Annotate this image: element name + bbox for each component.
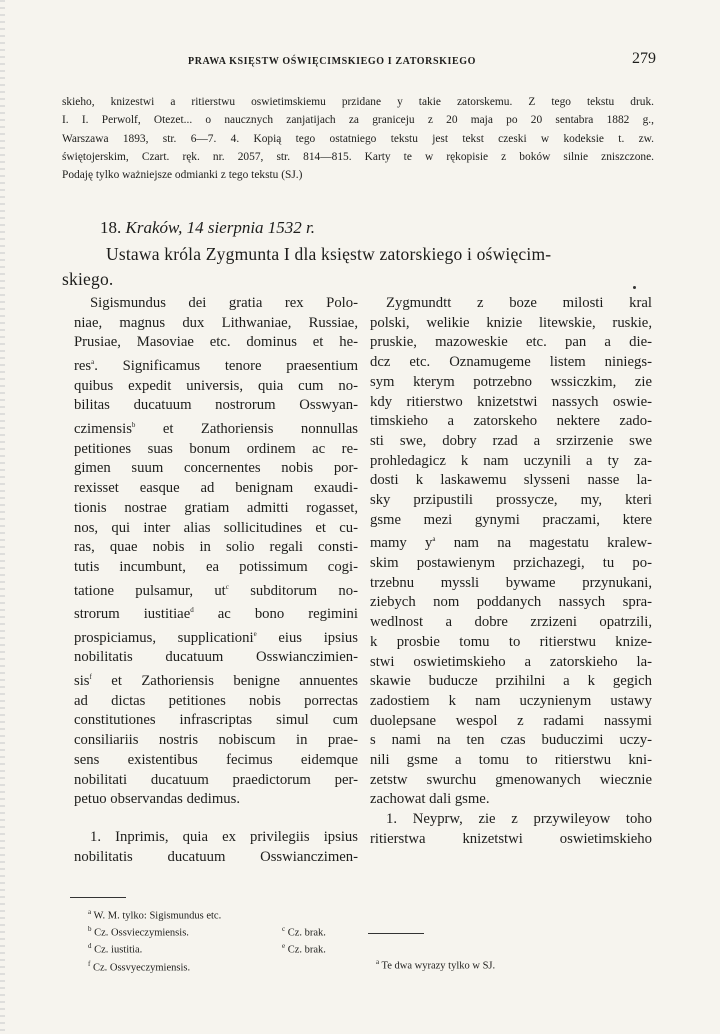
latin-line: consiliariis nostris nobiscum in prae- [74,732,358,749]
latin-line: res$^a$. Significamus tenore praesentium [74,358,358,374]
czech-line: 1. Neyprw, zie z przywileyow toho [386,811,652,828]
czech-line: duolepsane wespol z radami nassymi [370,712,652,729]
title-line: skiego. [62,269,114,289]
footnote-item: $^e$ Cz. brak. [282,942,326,956]
document-date: Kraków, 14 sierpnia 1532 r. [125,218,316,237]
latin-line: gimen suum concernentes nobis por- [74,460,358,477]
ink-dot [633,286,636,289]
paragraph-gap [74,810,358,828]
czech-line: skim postawienym przichazegi, tu po- [370,555,652,572]
czech-line: zadostiem k nam uczynienym ustawy [370,692,652,709]
latin-line: tionis nostrae gratiam admitti rogasset, [74,499,358,516]
czech-line: trzebnu myssli bywame przynukani, [370,574,652,591]
czech-line: zachowat dali gsme. [370,791,490,808]
footnote-item: $^a$ W. M. tylko: Sigismundus etc. [88,908,222,922]
czech-line: dcz etc. Oznamugeme listem niniegs- [370,354,652,371]
intro-paragraph [62,93,654,184]
latin-line: ras, quae nobis in solio regali consti- [74,539,358,556]
czech-line: prohledagicz k nam uczynili a ty za- [370,452,652,469]
footnote-marker: e [253,629,257,638]
latin-line: tatione pulsamur, $ut^c$ subditorum no- [74,582,358,599]
czech-line: timskieho a zatorskeho nektere zado- [370,413,652,430]
footnote-rule [70,897,126,898]
czech-column [370,294,652,850]
czech-line: zetstw swurchu gmenowanych wiecznie [370,771,652,788]
running-head [60,50,660,76]
latin-line: 1. Inprimis, quia ex privilegiis ipsius [90,828,358,845]
czech-line: polski, welikie knizie litewskie, ruskie, [370,314,652,331]
czech-line: sti swe, dobry rzad a srzirzenie swe [370,432,652,449]
latin-line: constitutiones infrascriptas simul cum [74,712,358,729]
czech-line: stwi oswietimskieho a zatorskieho la- [370,653,652,670]
latin-line: sens existentibus fecimus eidemque [74,751,358,768]
latin-line: nos, qui inter alias sollicitudines et cu- [74,519,358,536]
czech-line: kdy ritierstwo knizetstwi nassych oswie- [370,393,652,410]
czech-line: nili gsme a tomu to ritierstwu kni- [370,752,652,769]
latin-line: quibus expedit universis, quia cum no- [74,377,358,394]
czech-line: wedlnost a dobre zrzizeni opatrzili, [370,614,652,631]
czech-line: ritierstwa knizetstwi oswietimskieho [370,830,652,847]
intro-line: Warszawa 1893, str. 6—7. 4. Kopią tego ostatniego tekstu jest tekst czeski w kodeksie t. zw. [62,132,654,145]
scan-edge [0,0,5,1034]
page-number: 279 [632,50,656,67]
czech-line: mamy $y^a$ nam na magestatu kralew- [370,535,652,552]
latin-line: czimensis$^b$ et Zathoriensis nonnullas [74,421,358,437]
footnote-item: $^a$ Te dwa wyrazy tylko w SJ. [376,958,496,972]
document-title [62,242,654,292]
latin-line: nobilitatis ducatuum Osswianczimen- [74,848,358,865]
latin-line: ad dictas petitiones nobis porrectas [74,692,358,709]
footnote-marker: f [89,673,92,682]
footnote-item: $^f$ Cz. Ossvyeczymiensis. [88,960,191,974]
latin-line: strorum iustitiae$^d$ ac bono regimini [74,606,358,623]
footnote-item: $^b$ Cz. Ossvieczymiensis. [88,925,189,939]
intro-line: I. I. Perwolf, Otezet... o naucznych zanjatijach za graniceju z 20 maja po 20 sentabra 1882 g., [62,114,654,127]
intro-line: świętojerskim, Czart. ręk. nr. 2057, str. 814—815. Karty te w rękopisie z boków silnie zniszczone. [62,150,654,163]
czech-line: sky przipustili prossycze, my, kteri [370,492,652,509]
running-title: PRAWA KSIĘSTW OŚWIĘCIMSKIEGO I ZATORSKIEGO [188,56,477,67]
latin-line: nobilitati ducatuum praedictorum per- [74,771,358,788]
latin-line: sis$^f$ et Zathoriensis benigne annuentes [74,673,359,689]
czech-line: gsme mezi gynymi praczami, ktere [370,511,652,528]
latin-column [74,294,358,867]
footnote-marker: a [432,535,436,544]
czech-line: pruskie, mazoweskie etc. pan a die- [370,334,652,351]
czech-line: skawie buducze przihilni a k gegich [370,673,652,690]
czech-line: k prosbie tomu to ritierstwu knize- [370,633,652,650]
latin-line: niae, magnus dux Lithwaniae, Russiae, [74,314,358,331]
footnote-marker: b [131,421,136,430]
footnote-rule [368,933,424,934]
intro-line: skieho, knizestwi a ritierstwu oswietimskiemu przidane y takie zatorskemu. Z tego tekstu druk. [62,96,654,108]
latin-line: Prusiae, Masoviae etc. dominus et he- [74,334,358,351]
latin-line: nobilitatis ducatuum Osswianczimien- [74,649,358,666]
footnote-item: $^d$ Cz. iustitia. [88,942,143,956]
czech-line: s nami na ten czas buduczimi uczy- [370,732,652,749]
document-heading [100,218,315,238]
latin-line: petuo observandas dedimus. [74,791,241,808]
czech-line: dosti k laskawemu slysseni nasse la- [370,472,652,489]
footnote-marker: a [91,358,95,367]
document-number: 18. [100,218,122,237]
czech-line: Zygmundtt z boze milosti kral [386,295,652,311]
footnote-item: $^c$ Cz. brak. [282,925,326,939]
latin-line: Sigismundus dei gratia rex Polo- [90,295,358,311]
intro-line: Podaję tylko ważniejsze odmianki z tego tekstu (SJ.) [62,169,303,182]
latin-line: tutis incumbunt, ea potissimum cogi- [74,558,358,575]
latin-line: bilitas ducatuum nostrorum Osswyan- [74,397,358,414]
footnote-marker: d [190,606,194,615]
latin-line: petitiones suas bonum ordinem ac re- [74,440,358,457]
title-line: Ustawa króla Zygmunta I dla księstw zatorskiego i oświęcim- [106,244,552,264]
czech-line: ziebych nom poddanych nassych spra- [370,594,652,611]
latin-line: rexisset easque ad benignam exaudi- [74,480,358,497]
czech-line: sym kterym potrzebno wssiczkim, zie [370,373,652,390]
footnote-marker: c [225,582,229,591]
latin-line: prospiciamus, supplicationi$^e$ eius ipsius [74,629,358,646]
